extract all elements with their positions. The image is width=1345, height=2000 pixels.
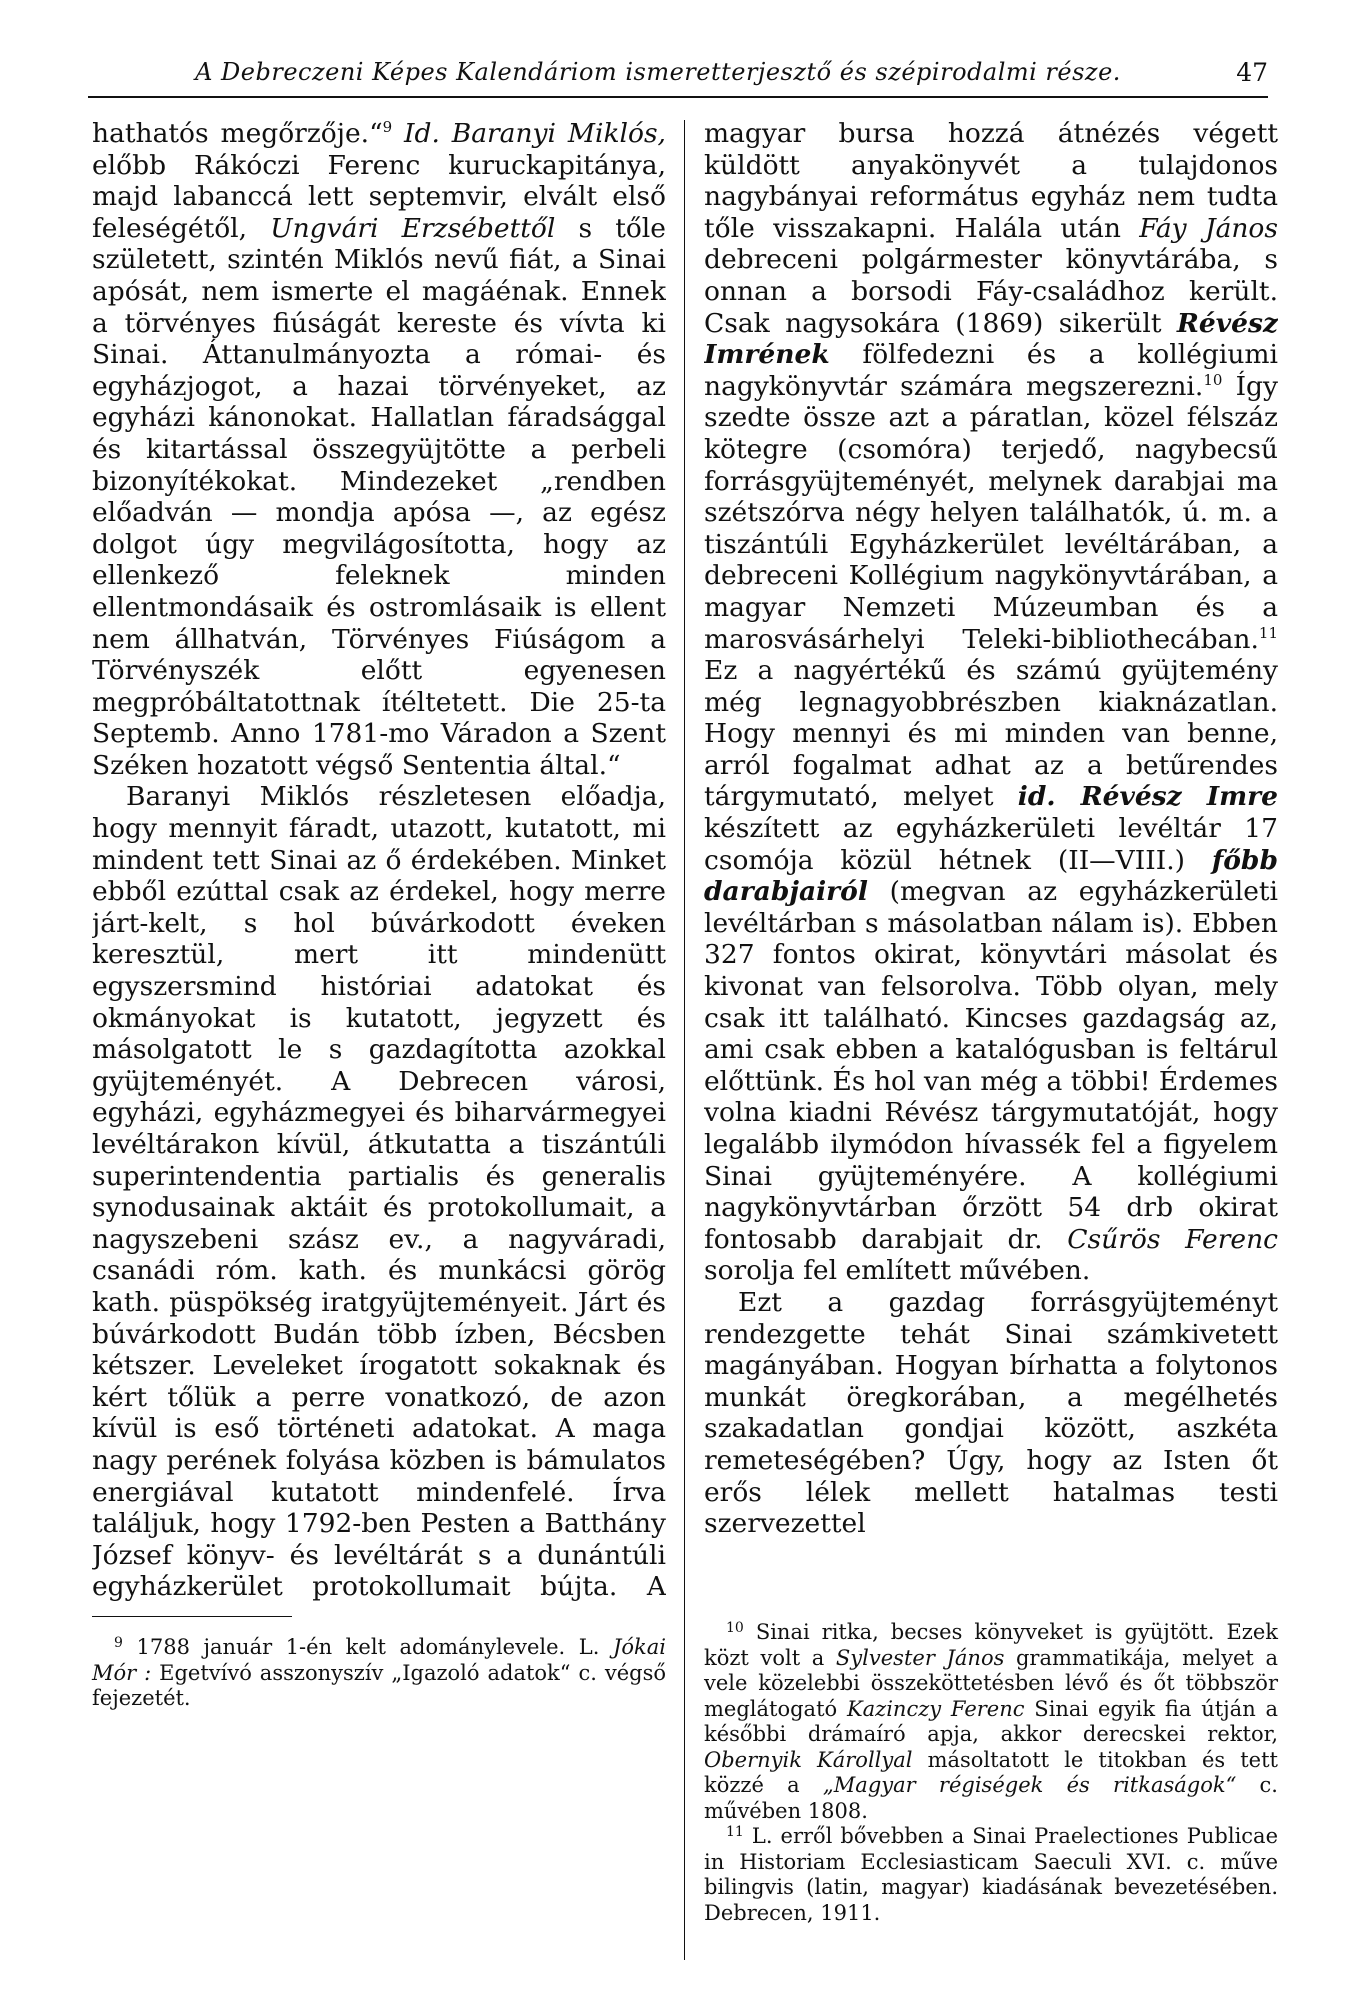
text-run: magyar bursa hozzá átnézés végett küldött anyakönyvét a tulajdonos nagybányai református egyház nem tudta tőle visszakapni. Halála után bbox=[704, 118, 1278, 244]
person-name-obernyik: Obernyik Károllyal bbox=[704, 1747, 913, 1772]
work-title-magyar-regisegek: „Magyar régiségek és ritkaságok“ bbox=[822, 1773, 1237, 1797]
footnote-rule bbox=[92, 1616, 292, 1617]
text-run: Sinai egyik fia útján a későbbi drámaíró apja, akkor derecskei rektor, bbox=[704, 1696, 1279, 1746]
right-paragraph-2: Ezt a gazdag forrásgyüjteményt rendezgette tehát Sinai számkivetett magányában. Hogyan bírhatta a folytonos munkát öregkorában, a megélhetés szakadatlan gondjai között, aszkéta remeteségében? Úgy, hogy az Isten őt erős lélek mellett hatalmas testi szervezettel bbox=[704, 1286, 1278, 1540]
text-run: Egetvívó asszonyszív „Igazoló adatok“ c. végső fejezetét. bbox=[92, 1660, 666, 1710]
text-run: hathatós megőrzője.“ bbox=[92, 118, 383, 149]
text-run: grammatikája, melyet a vele közelebbi összeköttetésben lévő és őt többször meglátogató bbox=[704, 1645, 1278, 1721]
text-run: sorolja fel említett művében. bbox=[704, 1255, 1091, 1287]
footnote-mark: 9 bbox=[114, 1635, 123, 1651]
text-run: fölfedezni és a kollégiumi nagykönyvtár számára megszerezni. bbox=[704, 339, 1278, 402]
footnote-mark: 10 bbox=[726, 1620, 744, 1636]
person-name-revesz: Révész Imrének bbox=[704, 307, 1278, 371]
running-head bbox=[88, 52, 1268, 96]
person-name-csuros: Csűrös Ferenc bbox=[1067, 1223, 1278, 1255]
footnote-9 bbox=[92, 1635, 666, 1712]
left-paragraph-1 bbox=[92, 118, 666, 781]
footnote-mark: 11 bbox=[726, 1824, 744, 1840]
text-run: Sinai ritka, becses könyveket is gyüjtött. Ezek közt volt a bbox=[704, 1620, 1278, 1670]
person-name-sylvester: Sylvester János bbox=[835, 1645, 1005, 1670]
footnote-reference-9: 9 bbox=[382, 118, 393, 136]
page-number: 47 bbox=[1236, 58, 1268, 87]
footnote-reference-11: 11 bbox=[1258, 623, 1278, 642]
left-paragraph-2: Baranyi Miklós részletesen előadja, hogy mennyit fáradt, utazott, kutatott, mi mindent tett Sinai az ő érdekében. Minket ebből ezúttal csak az érdekel, hogy merre járt-kelt, s hol búvárkodott éveken keresztül, mert itt mindenütt egyszersmind históriai adatokat és okmányokat is kutatott, jegyzett és másolgatott le s gazdagította azokkal gyüjteményét. A Debrecen városi, egyházi, egyházmegyei és biharvármegyei levéltárakon kívül, átkutatta a tiszántúli superintendentia partialis és generalis synodusainak aktáit és protokollumait, a nagyszebeni szász ev., a nagyváradi, csanádi róm. kath. és munkácsi görög kath. püspökség iratgyüjteményeit. Járt és búvárkodott Budán több ízben, Bécsben kétszer. Leveleket írogatott sokaknak és kért tőlük a perre vonatkozó, de azon kívül is eső történeti adatokat. A maga nagy perének folyása közben is bámulatos energiával kutatott mindenfelé. Írva találjuk, hogy 1792-ben Pesten a Batthány József könyv- és levéltárát s a dunántúli egyházkerület protokollumait bújta. A bbox=[92, 781, 666, 1602]
person-name-kazinczy: Kazinczy Ferenc bbox=[846, 1696, 1025, 1721]
running-title: A Debreczeni Képes Kalendáriom ismeretterjesztő és szépirodalmi része. bbox=[195, 58, 1121, 86]
person-name-jokai: Jókai Mór : bbox=[92, 1635, 666, 1685]
header-rule bbox=[88, 96, 1268, 98]
right-column-body bbox=[704, 118, 1278, 1602]
text-run: (megvan az egyházkerületi levéltárban s másolatban nálam is). Ebben 327 fontos okirat, könyvtári másolat és kivonat van felsorolva. Több olyan, mely csak itt található. Kincses gazdagság az, ami csak ebben a katalógusban is feltárul előttünk. És hol van még a többi! Érdemes volna kiadni Révész tárgymutatóját, hogy legalább ilymódon hívassék fel a figyelem Sinai gyüjteményére. A kollégiumi nagykönyvtárban őrzött 54 drb okirat fontosabb darabjait dr. bbox=[704, 876, 1278, 1255]
footnote-10 bbox=[704, 1620, 1278, 1824]
text-run: készített az egyházkerületi levéltár 17 csomója közül hétnek (II—VIII.) bbox=[704, 813, 1278, 876]
text-run: c. művében 1808. bbox=[704, 1773, 1278, 1823]
text-run: Így szedte össze azt a páratlan, közel félszáz kötegre (csomóra) terjedő, nagybecsű forrásgyüjteményét, melynek darabjai ma szétszórva négy helyen találhatók, ú. m. a tiszántúli Egyházkerület levéltárában, a debreceni Kollégium nagykönyvtárában, a magyar Nemzeti Múzeumban és a marosvásárhelyi Teleki-bibliothecában. bbox=[704, 370, 1278, 655]
left-column-body bbox=[92, 118, 666, 1602]
person-name-revesz-imre: id. Révész Imre bbox=[1017, 781, 1278, 813]
column-divider bbox=[684, 120, 685, 1960]
person-name-baranyi: Id. Baranyi Miklós, bbox=[404, 118, 666, 149]
right-footnotes bbox=[704, 1620, 1278, 1926]
person-name-fay: Fáy János bbox=[1139, 212, 1278, 244]
text-run: L. erről bővebben a Sinai Praelectiones Publicae in Historiam Ecclesiasticam Saeculi XVI. c. műve bilingvis (latin, magyar) kiadásának bevezetésében. Debrecen, 1911. bbox=[704, 1824, 1278, 1925]
text-run: debreceni polgármester könyvtárába, s onnan a borsodi Fáy-családhoz került. Csak nagysokára (1869) sikerült bbox=[704, 244, 1278, 339]
text-run: előbb Rákóczi Ferenc kuruckapitánya, majd labanccá lett septemvir, elvált első feleségétől, bbox=[92, 149, 666, 244]
footnote-reference-10: 10 bbox=[1203, 370, 1223, 389]
left-column bbox=[92, 118, 666, 1712]
right-paragraph-1 bbox=[704, 118, 1278, 1287]
text-run: másoltatott le titokban és tett közzé a bbox=[704, 1747, 1278, 1797]
text-run bbox=[392, 118, 404, 149]
emphasis-fobb-darabjairol: főbb darabjairól bbox=[704, 844, 1278, 908]
text-run: s tőle született, szintén Miklós nevű fiát, a Sinai apósát, nem ismerte el magáénak. Ennek a törvényes fiúságát kereste és vívta ki Sinai. Áttanulmányozta a római- és egyházjogot, a hazai törvényeket, az egyházi kánonokat. Hallatlan fáradsággal és kitartással összegyüjtötte a perbeli bizonyítékokat. Mindezeket „rendben előadván — mondja apósa —, az egész dolgot úgy megvilágosította, hogy az ellenkező feleknek minden ellentmondásaik és ostromlásaik is ellent nem állhatván, Törvényes Fiúságom a Törvényszék előtt egyenesen megpróbáltatottnak ítéltetett. Die 25-ta Septemb. Anno 1781-mo Váradon a Szent Széken hozatott végső Sententia által.“ bbox=[92, 212, 666, 781]
footnote-11 bbox=[704, 1824, 1278, 1926]
text-run: 1788 január 1-én kelt adománylevele. L. bbox=[122, 1635, 613, 1659]
text-run: Ez a nagyértékű és számú gyüjtemény még legnagyobbrészben kiaknázatlan. Hogy mennyi és mi minden van benne, arról fogalmat adhat az a betűrendes tárgymutató, melyet bbox=[704, 655, 1278, 813]
left-footnotes bbox=[92, 1635, 666, 1712]
right-column bbox=[704, 118, 1278, 1926]
person-name-ungvari: Ungvári Erzsébettől bbox=[270, 212, 556, 244]
